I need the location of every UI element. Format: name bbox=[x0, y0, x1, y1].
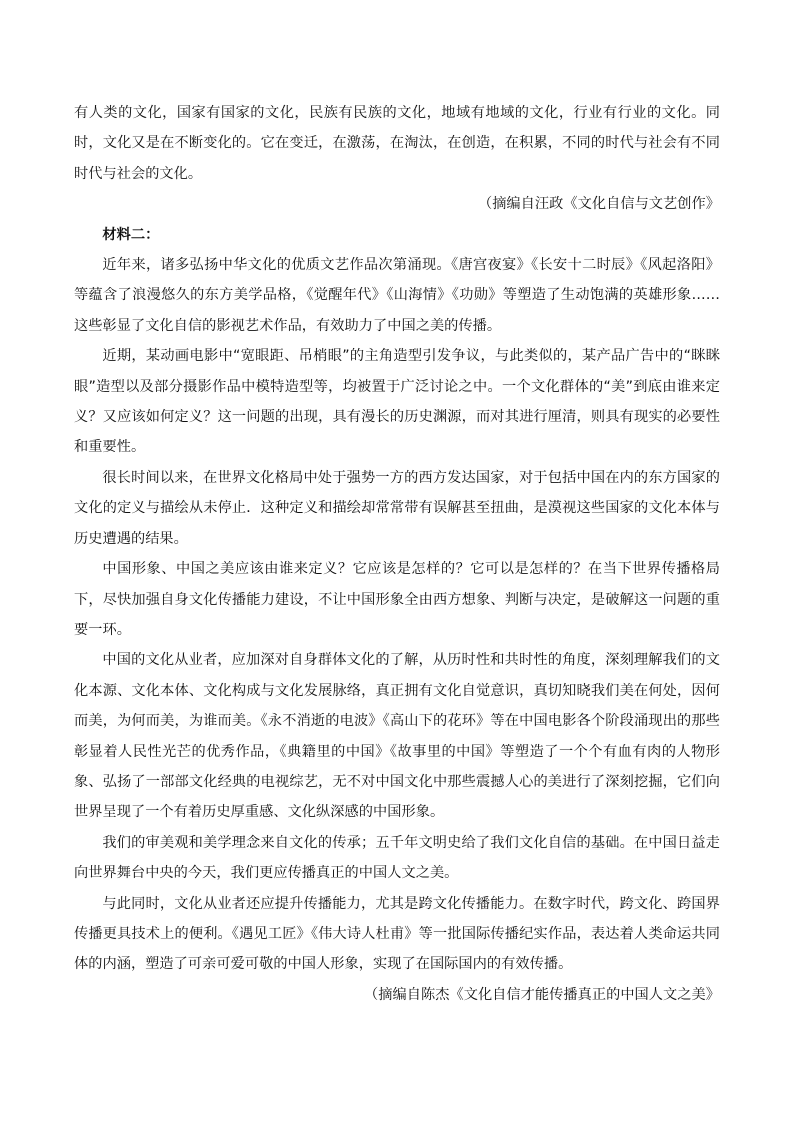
material1-tail-paragraph: 有人类的文化，国家有国家的文化，民族有民族的文化，地域有地域的文化，行业有行业的文化。同时，文化又是在不断变化的。它在变迁，在激荡，在淘汰，在创造，在积累，不同的时代与社会有不同时代与社会的文化。 bbox=[74, 105, 720, 182]
material2-paragraph: 中国的文化从业者，应加深对自身群体文化的了解，从历时性和共时性的角度，深刻理解我们的文化本源、文化本体、文化构成与文化发展脉络，真正拥有文化自觉意识，真切知晓我们美在何处，因何而美，为何而美，为谁而美。《永不消逝的电波》《高山下的花环》等在中国电影各个阶段涌现出的那些彰显着人民性光芒的优秀作品，《典籍里的中国》《故事里的中国》等塑造了一个个有血有肉的人物形象、弘扬了一部部文化经典的电视综艺，无不对中国文化中那些震撼人心的美进行了深刻挖掘，它们向世界呈现了一个有着历史厚重感、文化纵深感的中国形象。 bbox=[74, 652, 720, 821]
material1-source: （摘编自汪政《文化自信与文艺创作》 bbox=[477, 196, 720, 213]
material2-paragraph: 与此同时，文化从业者还应提升传播能力，尤其是跨文化传播能力。在数字时代，跨文化、跨国界传播更具技术上的便利。《遇见工匠》《伟大诗人杜甫》等一批国际传播纪实作品，表达着人类命运共同体的内涵，塑造了可亲可爱可敬的中国人形象，实现了在国际国内的有效传播。 bbox=[74, 895, 720, 973]
material2-paragraph: 近年来，诸多弘扬中华文化的优质文艺作品次第涌现。《唐宫夜宴》《长安十二时辰》《风起洛阳》等蕴含了浪漫悠久的东方美学品格，《觉醒年代》《山海情》《功勋》等塑造了生动饱满的英雄形象……这些彰显了文化自信的影视艺术作品，有效助力了中国之美的传播。 bbox=[74, 257, 720, 334]
article-body bbox=[74, 98, 720, 1010]
material2-paragraph: 很长时间以来，在世界文化格局中处于强势一方的西方发达国家，对于包括中国在内的东方国家的文化的定义与描绘从未停止．这种定义和描绘却常常带有误解甚至扭曲，是漠视这些国家的文化本体与历史遭遇的结果。 bbox=[74, 469, 720, 547]
material2-source: （摘编自陈杰《文化自信才能传播真正的中国人文之美》 bbox=[364, 986, 720, 1003]
material2-paragraph: 中国形象、中国之美应该由谁来定义？它应该是怎样的？它可以是怎样的？在当下世界传播格局下，尽快加强自身文化传播能力建设，不让中国形象全由西方想象、判断与决定，是破解这一问题的重要一环。 bbox=[74, 561, 720, 638]
material2-paragraph: 我们的审美观和美学理念来自文化的传承；五千年文明史给了我们文化自信的基础。在中国日益走向世界舞台中央的今天，我们更应传播真正的中国人文之美。 bbox=[74, 834, 720, 882]
material2-paragraph: 近期，某动画电影中“宽眼距、吊梢眼”的主角造型引发争议，与此类似的，某产品广告中的“眯眯眼”造型以及部分摄影作品中模特造型等，均被置于广泛讨论之中。一个文化群体的“美”到底由谁来定义？又应该如何定义？这一问题的出现，具有漫长的历史渊源，而对其进行厘清，则具有现实的必要性和重要性。 bbox=[74, 348, 720, 456]
material2-heading: 材料二： bbox=[102, 226, 160, 243]
